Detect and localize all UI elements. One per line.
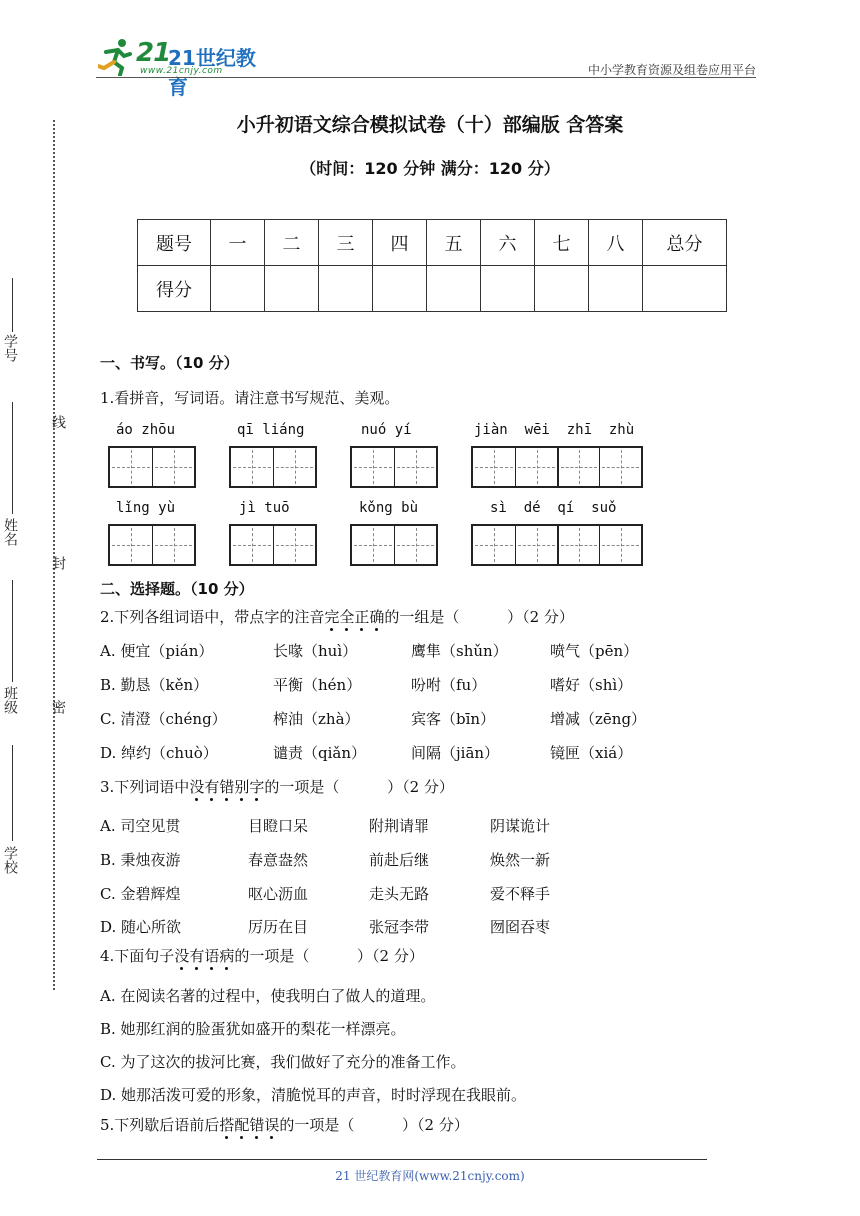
table-cell: 五 [427, 220, 481, 266]
question-stem: 2.下列各组词语中，带点字的注音 [100, 608, 325, 626]
site-logo [96, 36, 266, 99]
option-item: 附荆请罪 [369, 817, 430, 835]
pinyin-label: sì dé qí suǒ [490, 500, 617, 516]
question-text [100, 945, 424, 966]
option-item: 嗜好（shì） [550, 676, 633, 694]
option-item: 前赴后继 [369, 851, 430, 869]
pinyin-label: nuó yí [361, 422, 412, 438]
emphasis-char: 确 [369, 608, 385, 626]
fill-line[interactable] [12, 278, 13, 332]
table-cell: 题号 [138, 220, 211, 266]
option-item: A. 在阅读名著的过程中，使我明白了做人的道理。 [100, 987, 436, 1005]
question-suffix: 的一项是（ ）（2 分） [264, 778, 454, 796]
emphasis-char: 错 [249, 1116, 265, 1134]
score-input-cell[interactable] [427, 266, 481, 312]
runner-logo-icon [98, 38, 132, 76]
fill-line[interactable] [12, 580, 13, 682]
logo-url: www.21cnjy.com [140, 66, 223, 76]
option-item: 鹰隼（shǔn） [411, 642, 508, 660]
option-item: 呕心沥血 [248, 885, 309, 903]
writing-grid[interactable] [350, 446, 438, 488]
option-item: A. 便宜（pián） [100, 642, 214, 660]
emphasis-char: 正 [354, 608, 370, 626]
question-stem: 5.下列歇后语前后 [100, 1116, 220, 1134]
emphasis-text [189, 778, 264, 796]
logo-number: 21 [136, 38, 171, 68]
emphasis-text [324, 608, 384, 626]
pinyin-label: jì tuō [239, 500, 290, 516]
section-heading: 二、选择题。（10 分） [100, 580, 254, 598]
table-cell: 四 [373, 220, 427, 266]
option-item: 宾客（bīn） [411, 710, 496, 728]
emphasis-char: 配 [234, 1116, 250, 1134]
score-input-cell[interactable] [319, 266, 373, 312]
section-heading: 一、书写。（10 分） [100, 354, 239, 372]
option-item: 增减（zēng） [550, 710, 647, 728]
writing-grid[interactable] [471, 524, 643, 566]
option-item: 阴谋诡计 [490, 817, 551, 835]
label-seal: 封 [50, 556, 66, 570]
pinyin-label: qī liáng [237, 422, 305, 438]
label-name: 姓名 [2, 518, 18, 546]
option-item: B. 勤恳（kěn） [100, 676, 209, 694]
question-stem: 3.下列词语中 [100, 778, 190, 796]
pinyin-label: jiàn wēi zhī zhù [474, 422, 635, 438]
emphasis-char: 没 [189, 778, 205, 796]
option-item: 焕然一新 [490, 851, 551, 869]
table-cell: 七 [535, 220, 589, 266]
score-input-cell[interactable] [535, 266, 589, 312]
writing-grid[interactable] [229, 446, 317, 488]
writing-grid[interactable] [229, 524, 317, 566]
question-suffix: 的一项是（ ）（2 分） [279, 1116, 469, 1134]
question-suffix: 的一组是（ ）（2 分） [384, 608, 574, 626]
option-item: C. 金碧辉煌 [100, 885, 181, 903]
table-cell: 总分 [643, 220, 727, 266]
platform-name: 中小学教育资源及组卷应用平台 [587, 63, 756, 77]
writing-grid[interactable] [108, 524, 196, 566]
option-item: 平衡（hén） [273, 676, 362, 694]
option-item: 喷气（pēn） [550, 642, 639, 660]
option-item: A. 司空见贯 [100, 817, 181, 835]
option-item: C. 清澄（chéng） [100, 710, 227, 728]
binding-dotted-line [53, 120, 55, 990]
label-school: 学校 [2, 846, 18, 874]
option-item: 榨油（zhà） [273, 710, 360, 728]
fill-line[interactable] [12, 402, 13, 514]
question-text [100, 606, 574, 627]
emphasis-char: 错 [219, 778, 235, 796]
table-cell: 八 [589, 220, 643, 266]
pinyin-label: kǒng bù [359, 500, 419, 516]
pinyin-label: áo zhōu [116, 422, 176, 438]
option-item: 谴责（qiǎn） [273, 744, 367, 762]
score-input-cell[interactable] [589, 266, 643, 312]
label-sealed: 密 [50, 700, 66, 714]
option-item: 吩咐（fu） [411, 676, 487, 694]
writing-grid[interactable] [471, 446, 643, 488]
header-divider [96, 77, 756, 78]
writing-grid[interactable] [108, 446, 196, 488]
pinyin-label: lǐng yù [116, 500, 176, 516]
option-item: 爱不释手 [490, 885, 551, 903]
footer-divider [97, 1159, 707, 1160]
label-line: 线 [50, 415, 66, 429]
option-item: 张冠李带 [369, 918, 430, 936]
emphasis-char: 全 [339, 608, 355, 626]
table-cell: 三 [319, 220, 373, 266]
emphasis-char: 搭 [219, 1116, 235, 1134]
score-input-cell[interactable] [211, 266, 265, 312]
exam-title: 小升初语文综合模拟试卷（十）部编版 含答案 [236, 114, 624, 136]
option-item: 间隔（jiān） [411, 744, 500, 762]
question-text [100, 776, 454, 797]
emphasis-char: 病 [219, 947, 235, 965]
table-cell: 二 [265, 220, 319, 266]
score-table-score-row [138, 266, 727, 312]
emphasis-char: 字 [249, 778, 265, 796]
footer-link[interactable]: 21 世纪教育网(www.21cnjy.com) [335, 1169, 525, 1183]
option-item: B. 秉烛夜游 [100, 851, 181, 869]
label-class: 班级 [2, 686, 18, 714]
option-item: 走头无路 [369, 885, 430, 903]
option-item: C. 为了这次的拔河比赛，我们做好了充分的准备工作。 [100, 1053, 466, 1071]
option-item: 囫囵吞枣 [490, 918, 551, 936]
emphasis-char: 没 [174, 947, 190, 965]
label-student-id: 学号 [2, 334, 18, 362]
emphasis-char: 有 [204, 778, 220, 796]
option-item: 目瞪口呆 [248, 817, 309, 835]
emphasis-char: 完 [324, 608, 340, 626]
writing-grid[interactable] [350, 524, 438, 566]
option-item: 长喙（huì） [273, 642, 358, 660]
option-item: 厉历在目 [248, 918, 309, 936]
emphasis-text [174, 947, 234, 965]
option-item: 镜匣（xiá） [550, 744, 633, 762]
score-input-cell[interactable] [373, 266, 427, 312]
score-table-header-row [138, 220, 727, 266]
score-input-cell[interactable] [265, 266, 319, 312]
option-item: B. 她那红润的脸蛋犹如盛开的梨花一样漂亮。 [100, 1020, 406, 1038]
question-suffix: 的一项是（ ）（2 分） [234, 947, 424, 965]
option-item: 春意盎然 [248, 851, 309, 869]
emphasis-char: 别 [234, 778, 250, 796]
question-text [100, 1114, 469, 1135]
table-cell: 得分 [138, 266, 211, 312]
emphasis-char: 有 [189, 947, 205, 965]
option-item: D. 随心所欲 [100, 918, 182, 936]
score-input-cell[interactable] [643, 266, 727, 312]
score-input-cell[interactable] [481, 266, 535, 312]
exam-subtitle: （时间：120 分钟 满分：120 分） [300, 159, 560, 178]
table-cell: 六 [481, 220, 535, 266]
emphasis-char: 误 [264, 1116, 280, 1134]
emphasis-char: 语 [204, 947, 220, 965]
question-text: 1.看拼音，写词语。请注意书写规范、美观。 [100, 389, 400, 407]
logo-text: 21世纪教育 [168, 46, 256, 99]
fill-line[interactable] [12, 745, 13, 841]
table-cell: 一 [211, 220, 265, 266]
option-item: D. 她那活泼可爱的形象，清脆悦耳的声音，时时浮现在我眼前。 [100, 1086, 527, 1104]
question-stem: 4.下面句子 [100, 947, 175, 965]
score-table [137, 219, 727, 312]
option-item: D. 绰约（chuò） [100, 744, 218, 762]
emphasis-text [219, 1116, 279, 1134]
